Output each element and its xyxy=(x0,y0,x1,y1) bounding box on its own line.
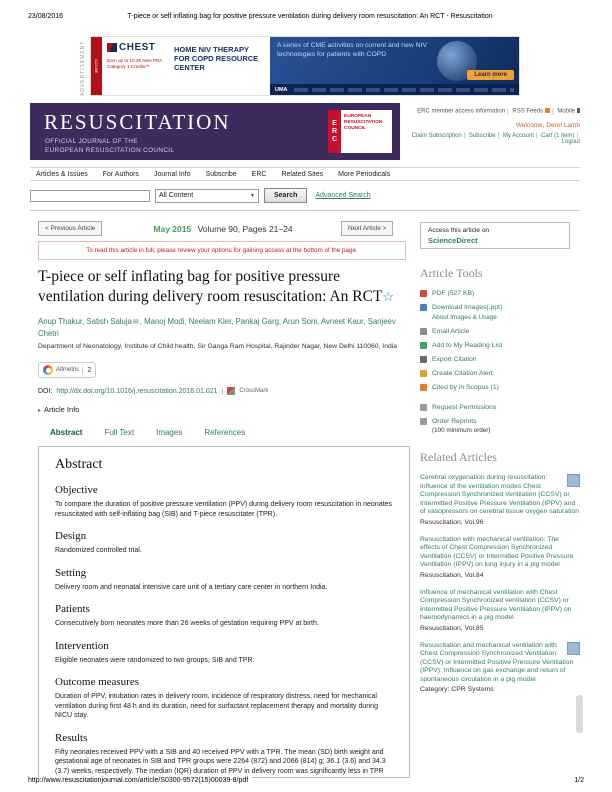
access-box-text: Access this article on xyxy=(428,227,490,234)
rss-icon xyxy=(545,108,550,113)
doi-row xyxy=(38,387,268,395)
scrollbar-widget[interactable] xyxy=(576,695,583,733)
request-permissions-label: Request Permissions xyxy=(432,404,497,411)
issue-date-link[interactable]: May 2015 xyxy=(153,224,192,234)
chest-logo-icon xyxy=(107,43,117,52)
my-account-link[interactable]: My Account xyxy=(502,132,534,139)
related-articles-heading: Related Articles xyxy=(420,450,497,464)
email-article-label: Email Article xyxy=(432,328,470,335)
accme-badge xyxy=(91,37,102,95)
section-text-patients: Consecutively born neonates more than 26 weeks of gestation requiring PPV at birth. xyxy=(55,620,319,627)
altmetric-badge[interactable] xyxy=(38,362,96,378)
next-article-button[interactable]: Next Article > xyxy=(341,221,393,236)
advanced-search-link[interactable]: Advanced Search xyxy=(315,192,371,199)
section-heading-intervention: Intervention xyxy=(55,639,109,652)
section-heading-outcome-measures: Outcome measures xyxy=(55,676,139,688)
citation-alert-label: Create Citation Alert xyxy=(432,370,493,377)
altmetric-score: 2 xyxy=(82,367,91,374)
accme-label: ACCME xyxy=(94,58,99,74)
section-text-results: Fifty neonates received PPV with a SIB and 40 received PPV with a TPR. The mean (SD) birth weight and gestational age of neonates in SIB and TPR groups were 2264 (872) and 2066 (814) g; 36.1 (3.6) and 34.3 (3.7) weeks, respectively. The median (IQR) duration of PPV in delivery room was significantly less in TPR xyxy=(55,748,386,775)
section-heading-objective: Objective xyxy=(55,484,98,496)
issue-reference xyxy=(112,224,334,234)
search-button[interactable]: Search xyxy=(264,188,307,203)
authors-links-1[interactable]: Anup Thakur, Satish Saluja xyxy=(38,317,132,326)
scopus-icon xyxy=(420,384,427,391)
divider xyxy=(30,210,580,211)
journal-masthead xyxy=(30,103,400,160)
erc-line1: EUROPEAN xyxy=(344,114,372,119)
welcome-text: Welcome, Derel Lamb xyxy=(515,121,580,129)
logout-link[interactable]: Logout xyxy=(561,138,580,145)
order-reprints-label: Order Reprints xyxy=(432,418,477,425)
about-images-label: About Images & Usage xyxy=(432,314,497,321)
correspondence-icon[interactable]: ✉ xyxy=(132,319,139,326)
ad-right-panel xyxy=(270,37,519,95)
alert-icon xyxy=(420,370,427,377)
download-images-link[interactable] xyxy=(420,304,578,311)
pdf-download-link[interactable] xyxy=(420,290,578,297)
nav-erc[interactable]: ERC xyxy=(251,170,267,178)
article-tabs xyxy=(50,428,245,437)
cart-link[interactable]: Cart (1 item) xyxy=(541,132,575,139)
email-article-link[interactable] xyxy=(420,328,578,335)
tab-abstract[interactable]: Abstract xyxy=(50,428,83,437)
rss-feeds-link[interactable]: RSS Feeds xyxy=(512,108,544,115)
abstract-panel xyxy=(38,446,410,778)
section-text-objective: To compare the duration of positive pressure ventilation (PPV) during delivery room resuscitation in neonates resuscitated with self-inflating bag (SIB) and T-piece resuscitater (TPR). xyxy=(55,501,392,518)
ad-credits-text: Earn up to 10.25 AMA PRA Category 1 Credits™ xyxy=(107,58,163,69)
nav-journal-info[interactable]: Journal Info xyxy=(153,170,191,178)
reprints-icon xyxy=(420,418,427,425)
affiliation-text: Department of Neonatology, Institute of Child health, Sir Ganga Ram Hospital, Rajinder Nagar, New Delhi 110060, India xyxy=(38,343,398,350)
email-icon xyxy=(420,328,427,335)
erc-logo xyxy=(328,110,392,153)
erc-line2: RESUSCITATION xyxy=(344,120,383,125)
pdf-link-label: PDF (527 KB) xyxy=(432,290,475,297)
sciencedirect-link[interactable]: ScienceDirect xyxy=(428,236,478,245)
member-access-link[interactable]: ERC member access information xyxy=(417,108,506,115)
mobile-link[interactable]: Mobile xyxy=(557,108,575,115)
erc-line3: COUNCIL xyxy=(344,126,366,131)
expand-arrow-icon: ▸ xyxy=(38,408,42,414)
related-article-item xyxy=(420,642,580,694)
related-article-item xyxy=(420,536,580,579)
search-bar xyxy=(30,188,371,203)
erc-logo-letters: ERC xyxy=(328,110,341,153)
ad-fine-print xyxy=(294,88,514,92)
section-text-setting: Delivery room and neonatal intensive care unit of a tertiary care center in northern India. xyxy=(55,583,328,591)
author-list xyxy=(38,316,412,339)
section-text-design: Randomized controlled trial. xyxy=(55,547,142,554)
related-article-link[interactable]: Cerebral oxygenation during resuscitation: Influence of the ventilation modes Chest Compression Synchronized Ventilation (CCSV) or Intermitted Positive Pressure Ventilation (IPPV) and of vasopressors on cerebral tissue oxygen saturation xyxy=(420,474,580,515)
related-article-source: Resuscitation, Vol.96 xyxy=(420,518,484,526)
journal-title: RESUSCITATION xyxy=(44,110,231,134)
article-thumbnail-image xyxy=(567,642,580,655)
export-icon xyxy=(420,356,427,363)
section-heading-results: Results xyxy=(55,731,88,744)
related-article-link[interactable]: Resuscitation with mechanical ventilation: The effects of Chest Compression Synchronized Ventilation (CCSV) or Intermitted Positive Pressure Ventilation (IPPV) on lung injury in a pig model xyxy=(420,535,574,568)
nav-subscribe[interactable]: Subscribe xyxy=(205,170,237,178)
scopus-cited-label: Cited by in Scopus (1) xyxy=(432,384,499,391)
add-icon xyxy=(420,342,427,349)
section-heading-setting: Setting xyxy=(55,566,87,579)
citation-alert-link[interactable] xyxy=(420,370,578,377)
section-text-intervention: Eligible neonates were randomized to two groups, SIB and TPR. xyxy=(55,656,255,664)
images-icon xyxy=(420,304,427,311)
tab-full-text[interactable]: Full Text xyxy=(104,428,135,437)
request-permissions-link[interactable] xyxy=(420,404,578,411)
ad-headline: A series of CME activities on current and new NIV technologies for patients with COPD xyxy=(277,42,427,58)
sponsor-logo: UMA xyxy=(275,86,288,93)
print-date: 23/08/2016 xyxy=(28,13,64,20)
about-images-link[interactable] xyxy=(432,314,578,321)
content-scope-select[interactable] xyxy=(155,189,259,203)
mobile-icon xyxy=(577,108,580,113)
user-bar: ERC member access information | RSS Feeds | Mobile Welcome, Derel Lamb Claim Subscription | Subscribe | My Account | Cart (1 item) | Logout xyxy=(402,108,580,145)
doi-separator: | xyxy=(221,387,224,395)
related-article-link[interactable]: Resuscitation and mechanical ventilation with Chest Compression Synchronized Ventilation (CCSV) or Intermitted Positive Pressure Ventilation (IPPV): Influence on gas exchange and return of spontaneous circulation in a pig model xyxy=(420,641,574,683)
related-article-source: Resuscitation, Vol.84 xyxy=(420,571,484,579)
reading-list-label: Add to My Reading List xyxy=(432,342,503,349)
tab-images[interactable]: Images xyxy=(156,428,183,437)
related-article-link[interactable]: Influence of mechanical ventilation with Chest Compression Synchronized ventilation (CCSV) or Intermitted Positive Pressure Ventilation (IPPV) on haemodynamics in a pig model xyxy=(420,588,572,621)
section-heading-patients: Patients xyxy=(55,603,90,615)
chevron-down-icon: ▼ xyxy=(250,192,255,199)
altmetric-label: Altmetric xyxy=(56,367,80,373)
advertisement-banner[interactable] xyxy=(90,36,520,96)
authors-links-2[interactable]: , Manoj Modi, Neelam Kler, Pankaj Garg, Arun Soni, Avneet Kaur, Sanjeev Chetri xyxy=(38,317,396,338)
chest-logo-text: CHEST xyxy=(119,42,156,53)
related-article-item xyxy=(420,474,580,526)
section-heading-design: Design xyxy=(55,530,87,542)
reprints-minimum-note: (100 minimum order) xyxy=(432,427,491,434)
journal-subtitle-line1: OFFICIAL JOURNAL OF THE xyxy=(45,138,138,145)
article-title xyxy=(38,267,398,307)
related-article-item xyxy=(420,589,580,632)
scopus-cited-link[interactable] xyxy=(420,384,578,391)
article-title-text: T-piece or self inflating bag for positive pressure ventilation during delivery room resuscitation: An RCT xyxy=(38,268,383,305)
ad-sponsor-strip xyxy=(270,84,519,95)
download-images-label: Download Images(.ppt) xyxy=(432,304,503,311)
export-citation-label: Export Citation xyxy=(432,356,477,363)
nav-related-sites[interactable]: Related Sites xyxy=(281,170,324,178)
article-tools-panel xyxy=(420,266,578,441)
order-reprints-link[interactable] xyxy=(420,418,578,425)
access-notice: To read this article in full, please review your options for gaining access at the bottom of the page. xyxy=(38,241,406,260)
scope-selected-value: All Content xyxy=(159,192,194,199)
previous-article-button[interactable]: < Previous Article xyxy=(38,221,102,236)
reading-list-link[interactable] xyxy=(420,342,578,349)
main-navigation xyxy=(30,167,580,181)
print-header-title: T-piece or self inflating bag for positive pressure ventilation during delivery room resuscitation: An RCT - Resuscitation xyxy=(127,13,493,20)
ad-left-panel xyxy=(102,37,270,95)
nav-for-authors[interactable]: For Authors xyxy=(102,170,139,178)
nav-articles-issues[interactable]: Articles & Issues xyxy=(36,170,88,178)
doi-link[interactable]: http://dx.doi.org/10.1016/j.resuscitation.2016.01.021 xyxy=(56,387,218,395)
learn-more-button[interactable]: Learn more xyxy=(467,70,514,80)
article-info-toggle[interactable] xyxy=(38,405,79,414)
permissions-icon xyxy=(420,404,427,411)
nav-more-periodicals[interactable]: More Periodicals xyxy=(338,170,391,178)
ad-title: HOME NIV THERAPY FOR COPD RESOURCE CENTER xyxy=(174,45,259,72)
export-citation-link[interactable] xyxy=(420,356,578,363)
related-article-source: Resuscitation, Vol.85 xyxy=(420,624,484,632)
pdf-icon xyxy=(420,290,427,297)
print-page-number: 1/2 xyxy=(574,777,584,784)
subscribe-link[interactable]: Subscribe xyxy=(468,132,496,139)
section-text-outcome-measures: Duration of PPV, intubation rates in delivery room, incidence of respiratory distress, need for mechanical ventilation during first 48 h and its duration, need for surfactant replacement therapy and mortality during NICU stay. xyxy=(55,693,378,719)
article-info-label: Article Info xyxy=(44,405,80,414)
print-footer-url: http://www.resuscitationjournal.com/article/S0300-9572(15)00039-8/pdf xyxy=(28,777,252,784)
related-articles-panel xyxy=(420,450,580,703)
abstract-heading: Abstract xyxy=(55,457,103,472)
related-article-source: Category: CPR Systems xyxy=(420,686,494,693)
crossmark-icon[interactable] xyxy=(227,387,235,395)
claim-subscription-link[interactable]: Claim Subscription xyxy=(411,132,462,139)
crossmark-label[interactable]: CrossMark xyxy=(239,388,269,394)
altmetric-donut-icon xyxy=(43,365,53,375)
tab-references[interactable]: References xyxy=(204,428,246,437)
article-thumbnail-image xyxy=(567,474,580,487)
access-box xyxy=(420,222,570,249)
footnote-star-icon[interactable]: ☆ xyxy=(382,289,395,304)
advertisement-label: ADVERTISEMENT xyxy=(80,40,86,96)
issue-volume-pages: Volume 90, Pages 21–24 xyxy=(197,224,293,234)
doi-label: DOI: xyxy=(38,387,53,395)
article-tools-heading: Article Tools xyxy=(420,266,483,280)
search-input[interactable] xyxy=(30,190,150,202)
journal-subtitle-line2: EUROPEAN RESUSCITATION COUNCIL xyxy=(45,147,175,154)
